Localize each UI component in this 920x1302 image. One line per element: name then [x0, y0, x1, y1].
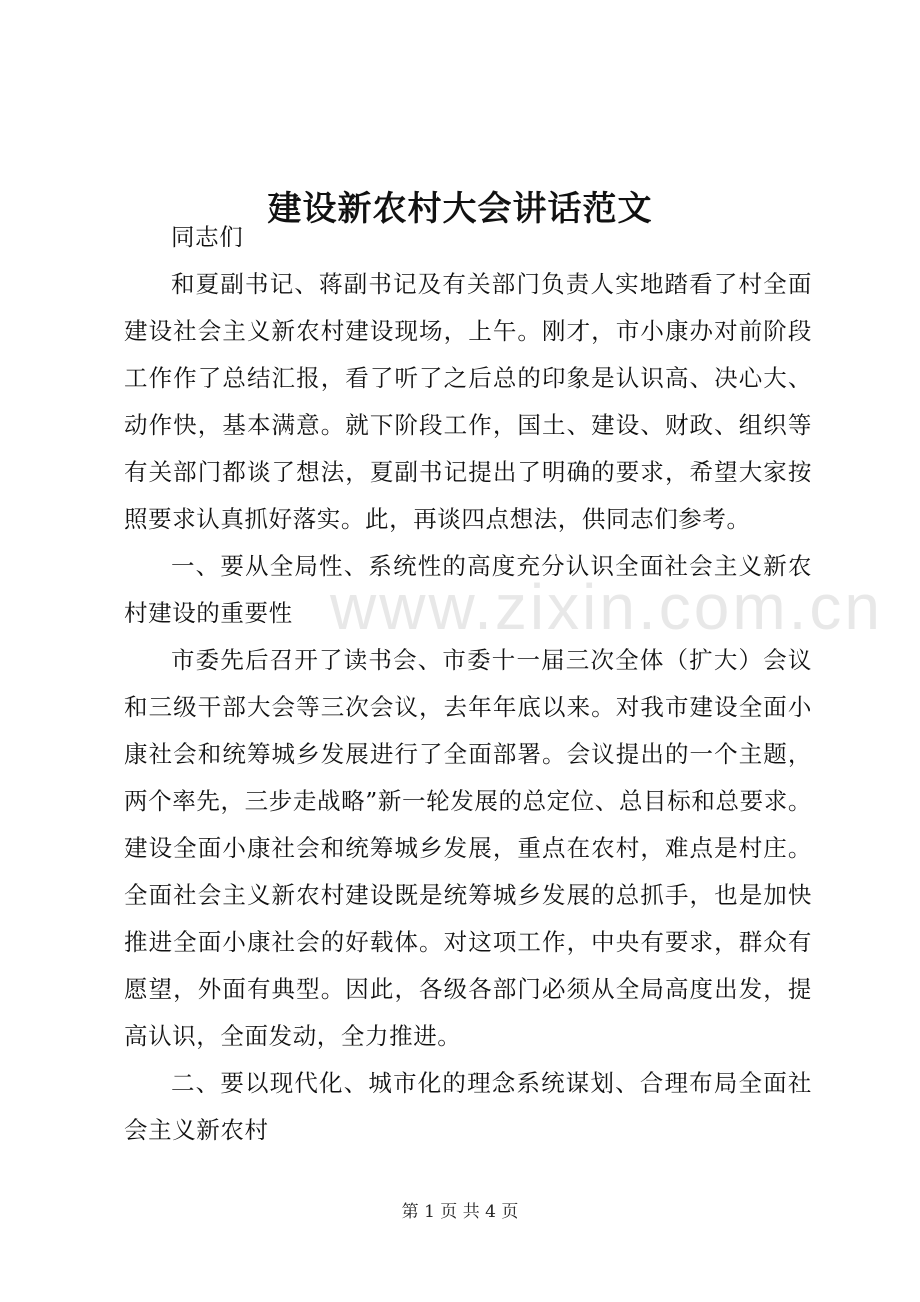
document-body — [124, 214, 812, 1154]
page-footer: 第 1 页 共 4 页 — [401, 1202, 519, 1222]
watermark: www.zixin.com.cn — [330, 571, 883, 643]
paragraph-intro: 和夏副书记、蒋副书记及有关部门负责人实地踏看了村全面建设社会主义新农村建设现场，上午。刚才，市小康办对前阶段工作作了总结汇报，看了听了之后总的印象是认识高、决心大、动作快，基本满意。就下阶段工作，国土、建设、财政、组织等有关部门都谈了想法，夏副书记提出了明确的要求，希望大家按照要求认真抓好落实。此，再谈四点想法，供同志们参考。 — [124, 270, 812, 533]
section-heading-1: 一、要从全局性、系统性的高度充分认识全面社会主义新农村建设的重要性 — [124, 552, 812, 627]
salutation: 同志们 — [171, 223, 244, 251]
paragraph-section-1: 市委先后召开了读书会、市委十一届三次全体（扩大）会议和三级干部大会等三次会议，去年年底以来。对我市建设全面小康社会和统筹城乡发展进行了全面部署。会议提出的一个主题，两个率先，三步走战略”新一轮发展的总定位、总目标和总要求。建设全面小康社会和统筹城乡发展，重点在农村，难点是村庄。全面社会主义新农村建设既是统筹城乡发展的总抓手，也是加快推进全面小康社会的好载体。对这项工作，中央有要求，群众有愿望，外面有典型。因此，各级各部门必须从全局高度出发，提高认识，全面发动，全力推进。 — [124, 646, 812, 1050]
section-heading-2: 二、要以现代化、城市化的理念系统谋划、合理布局全面社会主义新农村 — [124, 1069, 812, 1144]
page-title: 建设新农村大会讲话范文 — [267, 188, 653, 229]
